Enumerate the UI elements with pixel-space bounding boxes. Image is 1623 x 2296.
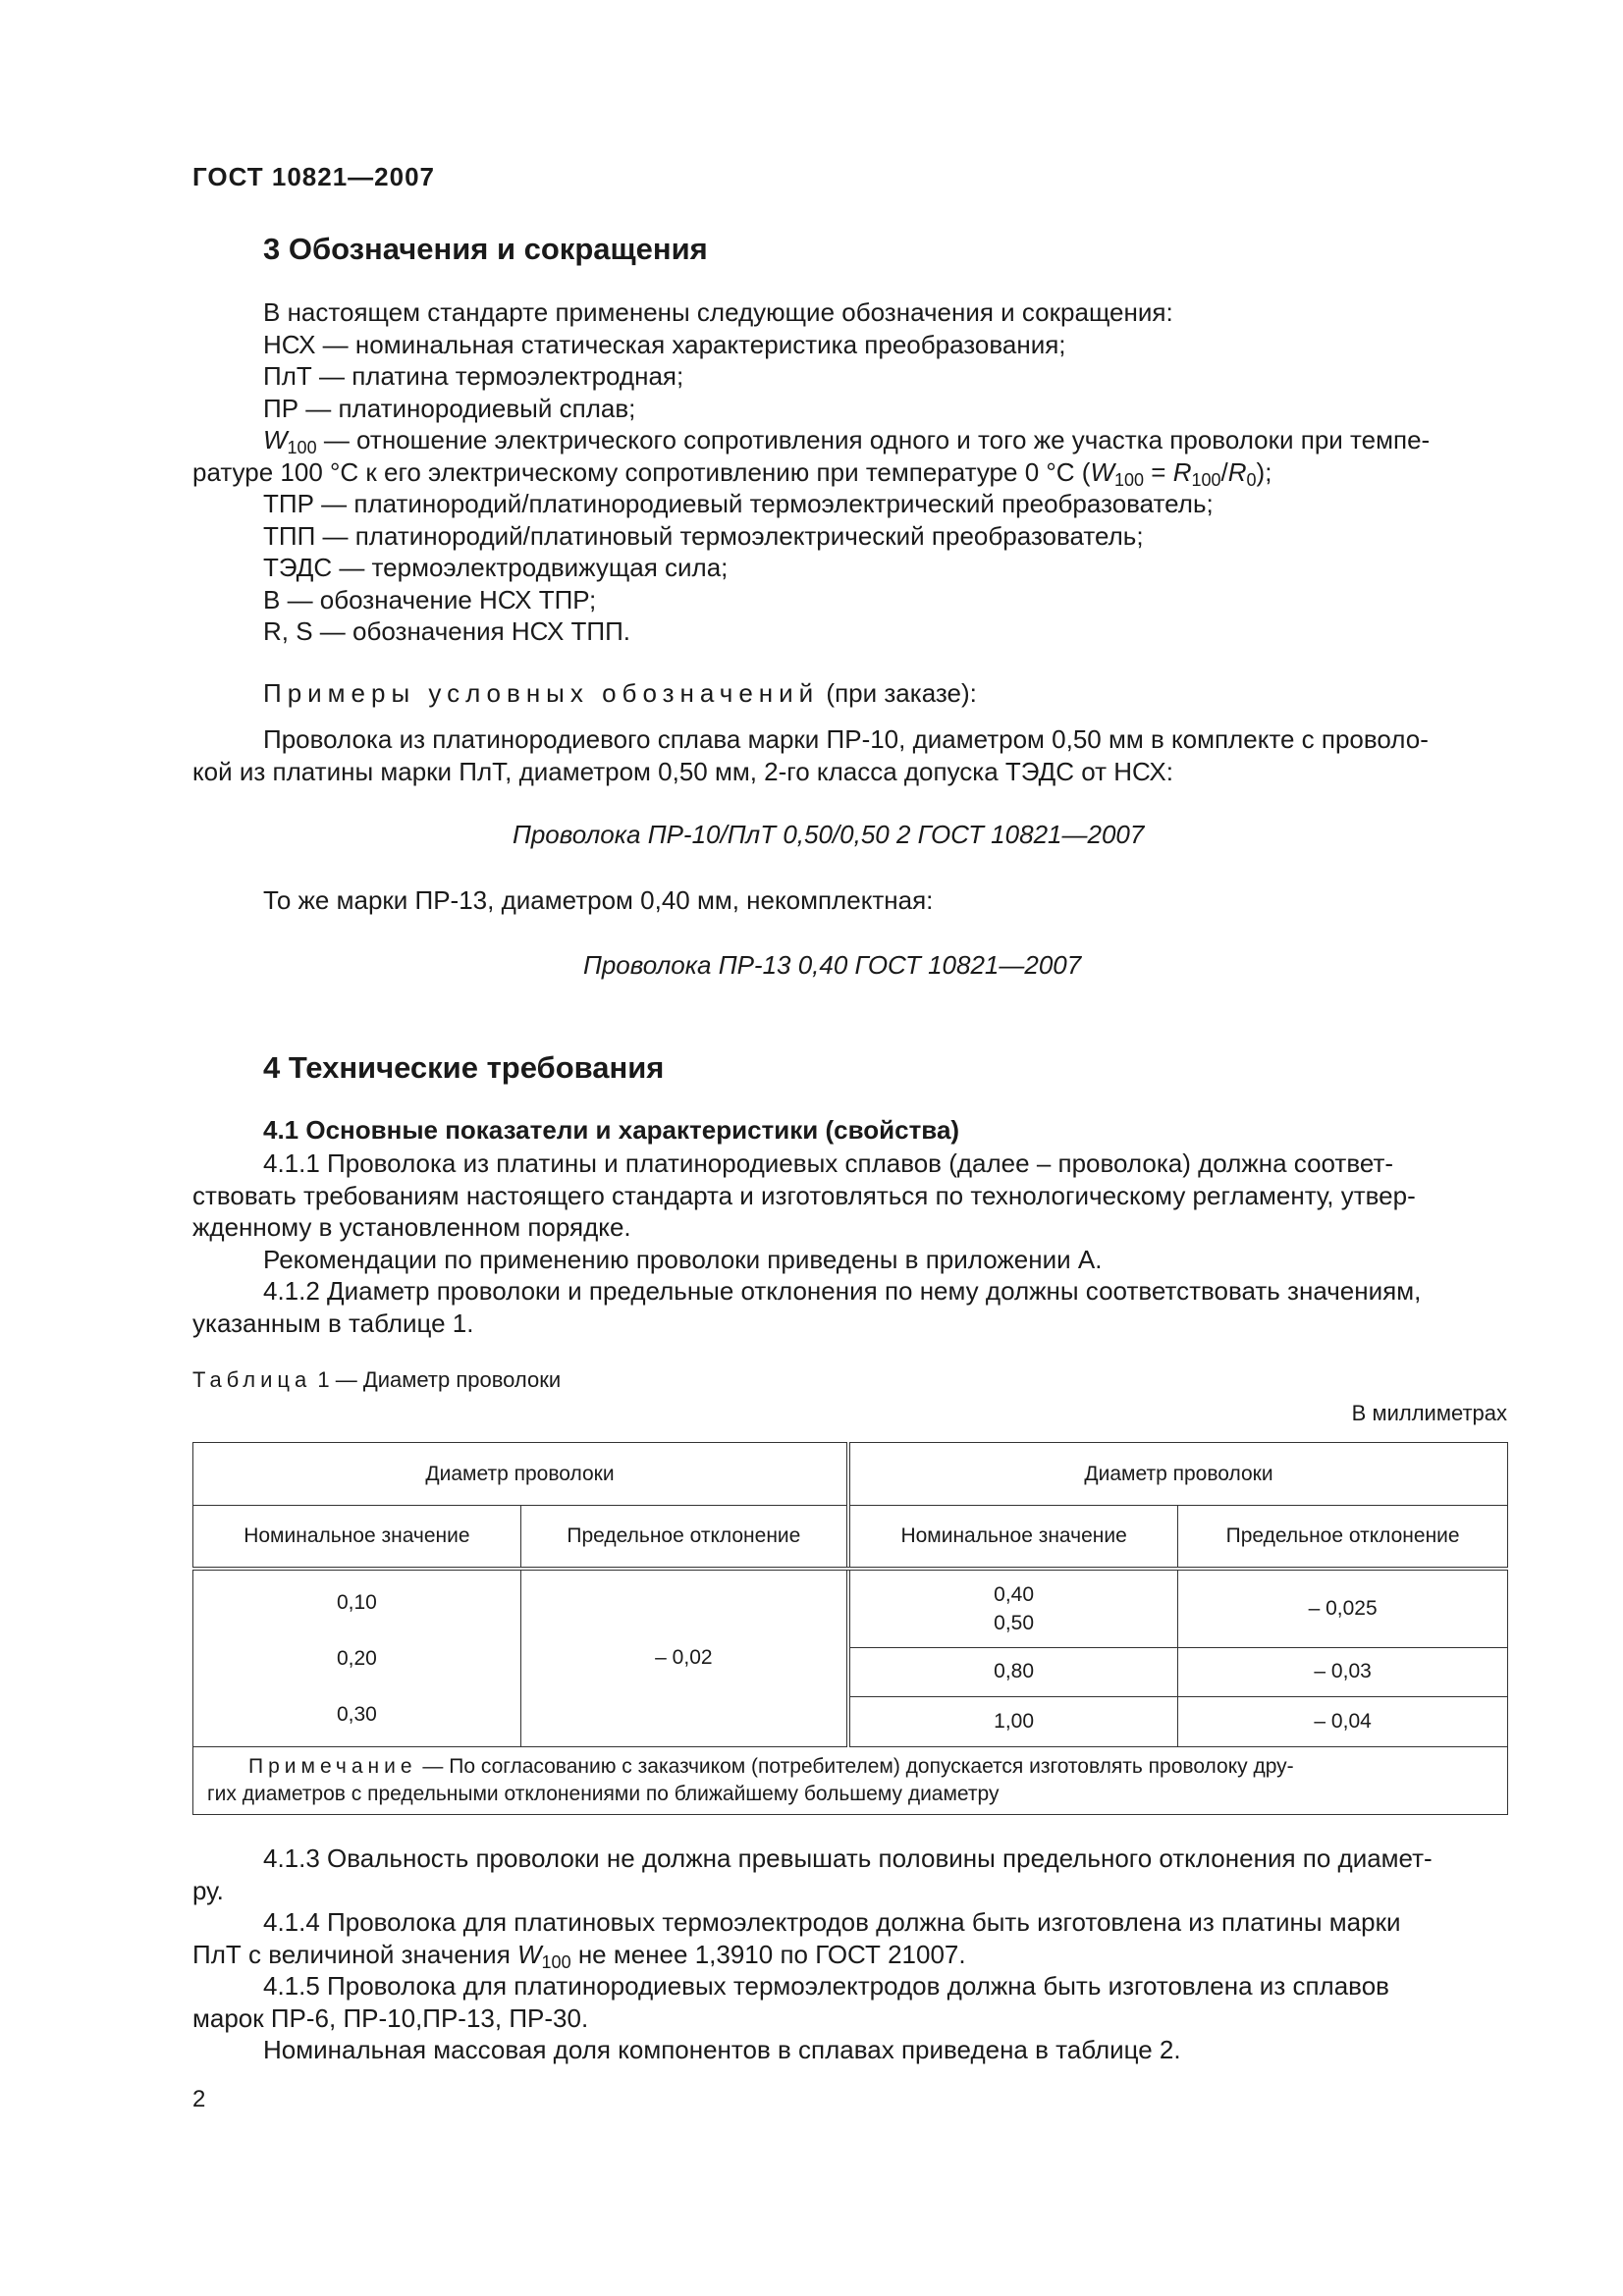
abbr-teds: ТЭДС — термоэлектродвижущая сила; [263, 553, 729, 582]
example-2-code: Проволока ПР-13 0,40 ГОСТ 10821—2007 [583, 950, 1082, 980]
abbr-tpp: ТПП — платинородий/платиновый термоэлектрический преобразователь; [263, 520, 1144, 551]
p411-line2: ствовать требованиям настоящего стандарта и изготовляться по технологическому регламенту, утвер- [192, 1180, 1416, 1210]
table-1-left-nominal-values [193, 1569, 521, 1747]
abbr-plt: ПлТ — платина термоэлектродная; [263, 361, 684, 391]
table-1-cell: 0,50 [994, 1611, 1035, 1634]
table-1-col-deviation-right: Предельное отклонение [1178, 1506, 1508, 1569]
document-header: ГОСТ 10821—2007 [192, 162, 435, 191]
table-1-right-deviation-2: – 0,03 [1178, 1647, 1508, 1696]
p413-line2: ру. [192, 1875, 224, 1905]
section-4-1-body [192, 1148, 1507, 1339]
table-1-right-deviation-3: – 0,04 [1178, 1697, 1508, 1746]
intro-line: В настоящем стандарте применены следующие обозначения и сокращения: [263, 297, 1173, 327]
p412-line1: 4.1.2 Диаметр проволоки и предельные отклонения по нему должны соответствовать значениям, [263, 1276, 1422, 1306]
table-1 [192, 1442, 1508, 1815]
examples-heading: Примеры условных обозначений (при заказе): [263, 678, 977, 708]
p415-line2: марок ПР-6, ПР-10,ПР-13, ПР-30. [192, 2002, 589, 2033]
table-1-units: В миллиметрах [1351, 1401, 1507, 1425]
table-1-right-deviation-1: – 0,025 [1178, 1569, 1508, 1648]
table-1-col-deviation-left: Предельное отклонение [520, 1506, 848, 1569]
table-1-cell: 0,20 [336, 1646, 377, 1670]
section-4-title: 4 Технические требования [263, 1050, 665, 1085]
section-4-1-continued [192, 1842, 1507, 2066]
p415-line1: 4.1.5 Проволока для платинородиевых термоэлектродов должна быть изготовлена из сплавов [263, 1971, 1389, 2001]
mass-fraction-line: Номинальная массовая доля компонентов в сплавах приведена в таблице 2. [263, 2035, 1181, 2064]
abbr-tpr: ТПР — платинородий/платинородиевый термоэлектрический преобразователь; [263, 489, 1214, 518]
table-1-cell: 0,40 [994, 1582, 1035, 1606]
abbr-b: В — обозначение НСХ ТПР; [263, 584, 597, 614]
table-1-group-left: Диаметр проволоки [193, 1443, 848, 1506]
p414-line2: ПлТ с величиной значения $W_{100}$ не менее 1,3910 по ГОСТ 21007. [192, 1939, 966, 1972]
page-number: 2 [192, 2086, 206, 2112]
table-1-cell: 0,10 [336, 1590, 377, 1614]
example-1-code: Проволока ПР-10/ПлТ 0,50/0,50 2 ГОСТ 10821—2007 [513, 820, 1145, 849]
table-1-group-right: Диаметр проволоки [848, 1443, 1508, 1506]
p412-line2: указанным в таблице 1. [192, 1308, 474, 1338]
p413-line1: 4.1.3 Овальность проволоки не должна превышать половины предельного отклонения по диамет- [263, 1843, 1433, 1873]
section-3-body [192, 296, 1507, 648]
abbr-pr: ПР — платинородиевый сплав; [263, 393, 636, 423]
table-1-col-nominal-left: Номинальное значение [193, 1506, 521, 1569]
table-1-note: Примечание — По согласованию с заказчиком (потребителем) допускается изготовлять проволоку дру- гих диаметров с предельными отклонениями по ближайшему большему диаметру [193, 1746, 1508, 1814]
table-1-right-nominal-2: 0,80 [848, 1647, 1178, 1696]
example-1-line2: кой из платины марки ПлТ, диаметром 0,50 мм, 2-го класса допуска ТЭДС от НСХ: [192, 756, 1173, 786]
abbr-w100-line1: $W_{100}$ — отношение электрического сопротивления одного и того же участка проволоки при темпе- [263, 425, 1431, 457]
table-1-right-nominal-1 [848, 1569, 1178, 1648]
abbr-nsx: НСХ — номинальная статическая характеристика преобразования; [263, 329, 1066, 359]
table-1-caption: Таблица 1 — Диаметр проволоки [192, 1367, 562, 1392]
recommendations-line: Рекомендации по применению проволоки приведены в приложении А. [263, 1244, 1103, 1274]
table-1-col-nominal-right: Номинальное значение [848, 1506, 1178, 1569]
abbr-rs: R, S — обозначения НСХ ТПП. [263, 616, 631, 646]
section-3-title: 3 Обозначения и сокращения [263, 232, 708, 266]
subsection-4-1-title: 4.1 Основные показатели и характеристики (свойства) [263, 1115, 960, 1145]
example-1-text [192, 723, 1507, 787]
example-2-text: То же марки ПР-13, диаметром 0,40 мм, некомплектная: [263, 885, 934, 915]
abbr-w100-line2: ратуре 100 °С к его электрическому сопротивлению при температуре 0 °С $(W_{100} = R_{100}/R_0)$; [192, 456, 1272, 490]
table-1-left-deviation: – 0,02 [520, 1569, 848, 1747]
example-1-line1: Проволока из платинородиевого сплава марки ПР-10, диаметром 0,50 мм в комплекте с проволо- [263, 724, 1429, 754]
p414-line1: 4.1.4 Проволока для платиновых термоэлектродов должна быть изготовлена из платины марки [263, 1907, 1401, 1937]
table-1-right-nominal-3: 1,00 [848, 1697, 1178, 1746]
table-1-cell: 0,30 [336, 1702, 377, 1726]
p411-line3: жденному в установленном порядке. [192, 1212, 631, 1242]
p411-line1: 4.1.1 Проволока из платины и платинородиевых сплавов (далее – проволока) должна соответ- [263, 1148, 1394, 1178]
